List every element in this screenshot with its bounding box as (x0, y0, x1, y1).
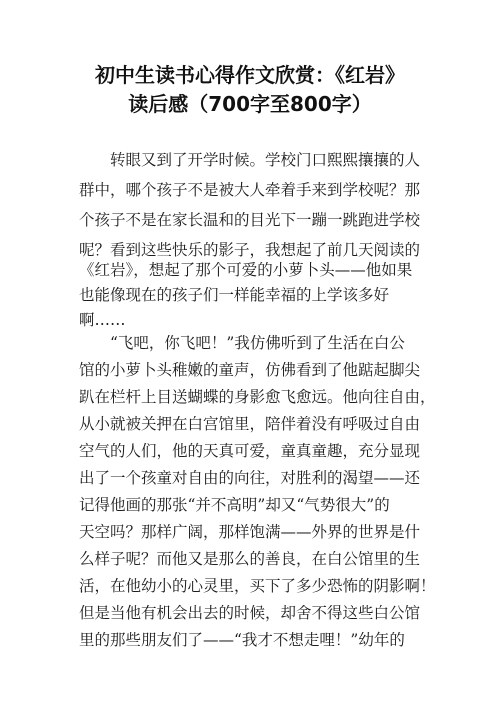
paragraph-2-line: 趴在栏杆上目送蝴蝶的身影愈飞愈远。他向往自由， (79, 388, 436, 406)
paragraph-1-line: 也能像现在的孩子们一样能幸福的上学该多好 (79, 286, 390, 304)
paragraph-1-line: 转眼又到了开学时候。学校门口熙熙攘攘的人 (110, 151, 421, 169)
paragraph-1-line: 呢？看到这些快乐的影子，我想起了前几天阅读的 (79, 241, 421, 259)
paragraph-2-line: 出了一个孩童对自由的向往，对胜利的渴望——还 (79, 469, 421, 487)
paragraph-2-line: 记得他画的那张“并不高明”却又“气势很大”的 (79, 496, 390, 514)
paragraph-2-line: 天空吗？那样广阔，那样饱满——外界的世界是什 (79, 523, 421, 541)
paragraph-2-line: 活，在他幼小的心灵里，买下了多少恐怖的阴影啊！ (79, 577, 436, 595)
paragraph-2-line: 但是当他有机会出去的时候，却舍不得这些白公馆 (79, 604, 421, 622)
paragraph-2-line: 空气的人们，他的天真可爱，童真童趣，充分显现 (79, 442, 421, 460)
paragraph-1-line: 群中，哪个孩子不是被大人牵着手来到学校呢？那 (79, 181, 421, 199)
paragraph-2-line: 里的那些朋友们了——“我才不想走哩！”幼年的 (79, 631, 405, 649)
paragraph-1-line: 个孩子不是在家长温和的目光下一蹦一跳跑进学校 (79, 211, 421, 229)
paragraph-1-line: 《红岩》，想起了那个可爱的小萝卜头——他如果 (79, 261, 413, 279)
document-title-line-2: 读后感（700字至800字） (128, 92, 372, 116)
paragraph-2-line: 么样子呢？而他又是那么的善良，在白公馆里的生 (79, 550, 421, 568)
paragraph-2-line: 馆的小萝卜头稚嫩的童声，仿佛看到了他踮起脚尖 (79, 361, 421, 379)
paragraph-2-line: “飞吧，你飞吧！”我仿佛听到了生活在白公 (110, 334, 405, 352)
document-title-line-1: 初中生读书心得作文欣赏：《红岩》 (95, 63, 405, 87)
paragraph-1-line: 啊…… (79, 311, 126, 329)
paragraph-2-line: 从小就被关押在白宫馆里，陪伴着没有呼吸过自由 (79, 415, 421, 433)
